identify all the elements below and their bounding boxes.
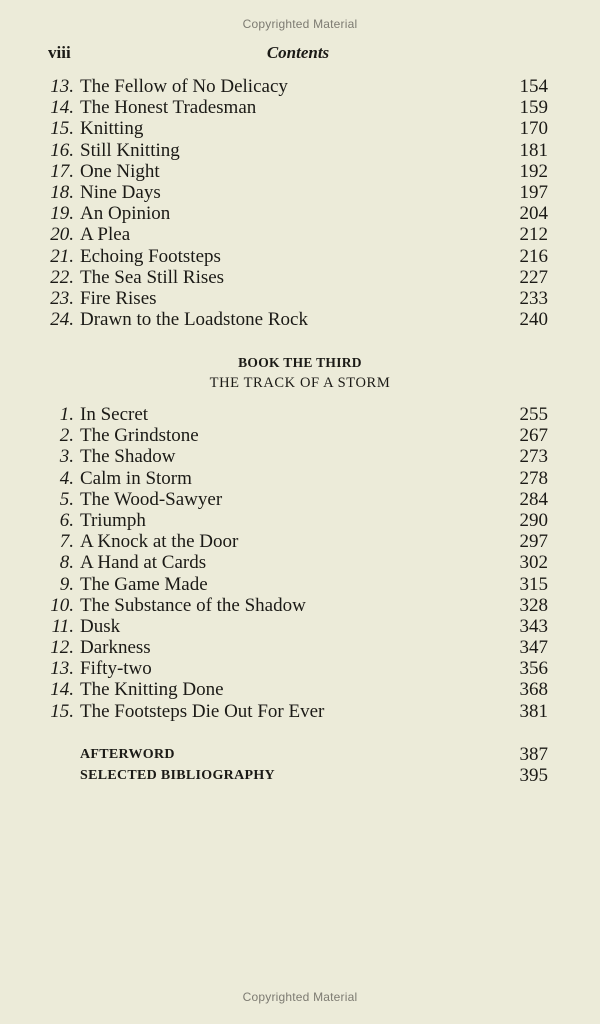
chapter-number: 20. (50, 224, 74, 246)
toc-entry (42, 616, 550, 637)
chapter-page-number: 192 (519, 160, 548, 182)
toc-entry (42, 531, 550, 552)
chapter-page-number: 159 (519, 97, 548, 119)
toc-entry (42, 288, 550, 309)
chapter-title: Nine Days (80, 181, 161, 203)
toc-entry (42, 182, 550, 203)
chapter-number: 19. (50, 203, 74, 225)
chapter-number: 15. (50, 700, 74, 722)
toc-entry (42, 246, 550, 267)
toc-entry (42, 76, 550, 97)
chapter-page-number: 302 (519, 552, 548, 574)
back-matter-list (42, 744, 550, 786)
toc-entry (42, 489, 550, 510)
chapter-page-number: 381 (519, 700, 548, 722)
chapter-page-number: 216 (519, 245, 548, 267)
chapter-number: 13. (50, 658, 74, 680)
chapter-title: The Shadow (80, 446, 176, 468)
chapter-number: 2. (59, 425, 74, 447)
chapter-page-number: 181 (519, 139, 548, 161)
toc-entry (42, 552, 550, 573)
chapter-title: Darkness (80, 637, 151, 659)
chapter-number: 18. (50, 181, 74, 203)
chapter-page-number: 240 (519, 309, 548, 331)
chapter-number: 7. (59, 531, 74, 553)
chapter-title: The Sea Still Rises (80, 266, 225, 288)
chapter-page-number: 368 (519, 679, 548, 701)
chapter-number: 23. (50, 287, 74, 309)
chapter-number: 9. (59, 573, 74, 595)
chapter-page-number: 297 (519, 531, 548, 553)
chapter-page-number: 278 (519, 467, 548, 489)
chapter-page-number: 347 (519, 637, 548, 659)
book-subtitle: THE TRACK OF A STORM (209, 375, 391, 391)
chapter-number: 15. (50, 118, 74, 140)
chapter-number: 22. (50, 266, 74, 288)
toc-entry (42, 425, 550, 446)
toc-entry (42, 140, 550, 161)
back-matter-page-number: 395 (519, 765, 548, 786)
back-matter-entry (42, 765, 550, 786)
chapter-title: The Substance of the Shadow (80, 594, 306, 616)
chapter-number: 14. (50, 679, 74, 701)
chapter-number: 8. (59, 552, 74, 574)
toc-entry (42, 574, 550, 595)
chapter-page-number: 343 (519, 615, 548, 637)
back-matter-title: AFTERWORD (80, 747, 175, 762)
chapter-title: Knitting (80, 118, 144, 140)
chapter-page-number: 154 (519, 76, 548, 97)
chapter-title: The Footsteps Die Out For Ever (80, 700, 325, 722)
chapter-page-number: 315 (519, 573, 548, 595)
chapter-title: The Fellow of No Delicacy (80, 76, 288, 97)
chapter-number: 11. (51, 615, 74, 637)
chapter-title: A Hand at Cards (80, 552, 207, 574)
toc-entry (42, 224, 550, 245)
chapter-title: A Plea (80, 224, 131, 246)
toc-entry (42, 595, 550, 616)
back-matter-page-number: 387 (519, 744, 548, 765)
chapter-page-number: 204 (519, 203, 548, 225)
chapter-title: The Grindstone (80, 425, 199, 447)
chapter-title: Dusk (80, 615, 121, 637)
toc-entry (42, 161, 550, 182)
chapter-page-number: 328 (519, 594, 548, 616)
chapter-number: 16. (50, 139, 74, 161)
chapter-page-number: 212 (519, 224, 548, 246)
chapter-title: In Secret (80, 404, 149, 425)
toc-entry (42, 468, 550, 489)
chapter-number: 5. (59, 488, 74, 510)
chapter-title: Triumph (80, 509, 146, 531)
toc-entry (42, 637, 550, 658)
chapter-page-number: 267 (519, 425, 548, 447)
page-number: viii (48, 43, 71, 62)
chapter-title: Drawn to the Loadstone Rock (80, 309, 308, 331)
chapter-title: Still Knitting (80, 139, 180, 161)
chapter-page-number: 197 (519, 181, 548, 203)
toc-entry (42, 404, 550, 425)
chapter-number: 1. (59, 404, 74, 425)
chapter-page-number: 290 (519, 509, 548, 531)
chapter-number: 14. (50, 97, 74, 119)
chapter-title: Calm in Storm (80, 467, 192, 489)
chapter-title: A Knock at the Door (80, 531, 239, 553)
running-head (48, 43, 548, 65)
toc-entry (42, 309, 550, 330)
toc-entry (42, 267, 550, 288)
watermark-top: Copyrighted Material (242, 17, 358, 31)
chapter-number: 21. (50, 245, 74, 267)
chapter-title: The Knitting Done (80, 679, 224, 701)
chapter-title: The Wood-Sawyer (80, 488, 223, 510)
chapter-title: The Game Made (80, 573, 208, 595)
chapter-page-number: 284 (519, 488, 548, 510)
toc-entry (42, 446, 550, 467)
chapter-page-number: 356 (519, 658, 548, 680)
toc-list-book-third (42, 404, 550, 722)
chapter-page-number: 170 (519, 118, 548, 140)
toc-list-book-second-continued (42, 76, 550, 330)
toc-entry (42, 679, 550, 700)
chapter-page-number: 233 (519, 287, 548, 309)
toc-entry (42, 658, 550, 679)
chapter-page-number: 273 (519, 446, 548, 468)
back-matter-entry (42, 744, 550, 765)
chapter-page-number: 227 (519, 266, 548, 288)
chapter-number: 12. (50, 637, 74, 659)
chapter-number: 10. (50, 594, 74, 616)
watermark-bottom: Copyrighted Material (242, 990, 358, 1004)
chapter-number: 3. (59, 446, 74, 468)
chapter-number: 13. (50, 76, 74, 97)
toc-entry (42, 118, 550, 139)
toc-entry (42, 203, 550, 224)
chapter-number: 17. (50, 160, 74, 182)
chapter-title: One Night (80, 160, 160, 182)
chapter-title: The Honest Tradesman (80, 97, 257, 119)
chapter-title: Fire Rises (80, 287, 157, 309)
chapter-number: 4. (59, 467, 74, 489)
chapter-title: Echoing Footsteps (80, 245, 221, 267)
chapter-page-number: 255 (519, 404, 548, 425)
toc-entry (42, 701, 550, 722)
running-head-title: Contents (266, 43, 330, 62)
back-matter-title: SELECTED BIBLIOGRAPHY (80, 768, 275, 783)
chapter-number: 6. (59, 509, 74, 531)
chapter-number: 24. (50, 309, 74, 331)
toc-entry (42, 510, 550, 531)
chapter-title: An Opinion (80, 203, 171, 225)
toc-entry (42, 97, 550, 118)
chapter-title: Fifty-two (80, 658, 152, 680)
book-heading: BOOK THE THIRD (238, 355, 362, 370)
